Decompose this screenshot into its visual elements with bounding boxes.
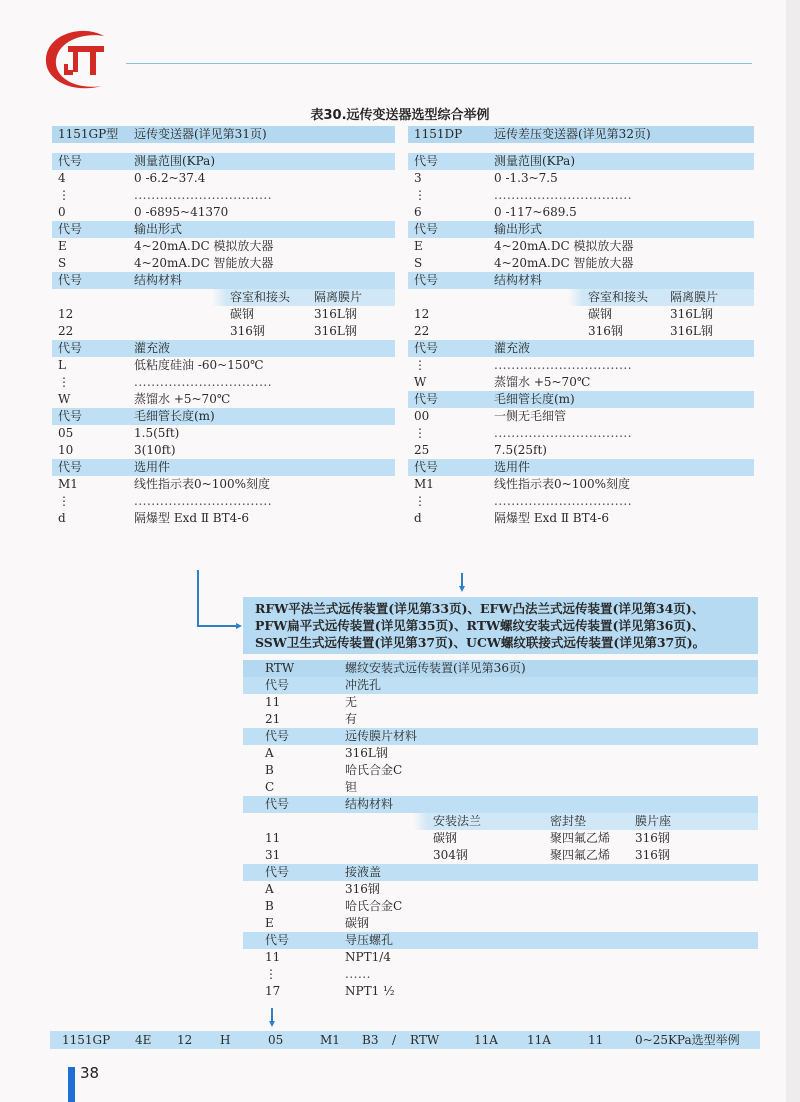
arrow-down-icon — [459, 586, 465, 592]
header-rule — [126, 63, 752, 64]
page-number: 38 — [80, 1064, 100, 1082]
table-row: W 蒸馏水 +5~70℃ — [58, 392, 231, 406]
table-row: 21 有 — [265, 712, 358, 726]
section-header: 代号 测量范围(KPa) — [408, 153, 754, 170]
table-row: 11 无 — [265, 695, 358, 709]
example-code: / — [392, 1033, 397, 1047]
table-row: 0 0 -6895~41370 — [58, 205, 229, 219]
table-row: d 隔爆型 Exd Ⅱ BT4-6 — [414, 511, 609, 525]
table-row: 25 7.5(25ft) — [414, 443, 547, 457]
selection-example-bar — [50, 1031, 760, 1049]
table-row: E 4~20mA.DC 模拟放大器 — [58, 239, 274, 253]
model-code: RTW — [265, 661, 295, 675]
table-row: 3 0 -1.3~7.5 — [414, 171, 558, 185]
connector-line-left-vertical — [197, 570, 199, 626]
table-row: B 哈氏合金C — [265, 763, 403, 777]
table-row: ⋮ ................................ — [414, 188, 633, 202]
table-row: 10 3(10ft) — [58, 443, 176, 457]
table-row: C 钽 — [265, 780, 358, 794]
example-code: M1 — [320, 1033, 340, 1047]
example-code: 0~25KPa选型举例 — [635, 1033, 740, 1047]
table-row: 6 0 -117~689.5 — [414, 205, 577, 219]
example-code: H — [220, 1033, 231, 1047]
connector-line-bottom — [271, 1008, 273, 1022]
example-code: 11 — [588, 1033, 604, 1047]
section-header: 代号 灌充液 — [52, 340, 395, 357]
table-row: ⋮ ...... — [265, 967, 371, 981]
right-column — [408, 126, 754, 527]
model-header — [408, 126, 754, 143]
table-row: 00 一侧无毛细管 — [414, 409, 567, 423]
section-header: 代号 选用件 — [52, 459, 395, 476]
model-desc: 远传差压变送器(详见第32页) — [494, 127, 651, 141]
left-column — [52, 126, 395, 527]
table-row: 12 碳钢 316L钢 — [414, 307, 713, 321]
page-marker — [68, 1067, 75, 1102]
section-header: 代号 结构材料 — [52, 272, 395, 289]
table-row: E 4~20mA.DC 模拟放大器 — [414, 239, 634, 253]
table-row: B 哈氏合金C — [265, 899, 403, 913]
section-header: 代号 选用件 — [408, 459, 754, 476]
rtw-section — [243, 660, 758, 1000]
example-code: 4E — [135, 1033, 152, 1047]
table-row: ⋮ ................................ — [414, 426, 633, 440]
table-row: 12 碳钢 316L钢 — [58, 307, 357, 321]
section-header: 代号 毛细管长度(m) — [408, 391, 754, 408]
model-desc: 远传变送器(详见第31页) — [134, 127, 267, 141]
example-code: 11A — [527, 1033, 551, 1047]
table-row: d 隔爆型 Exd Ⅱ BT4-6 — [58, 511, 249, 525]
table-row: ⋮ ................................ — [58, 494, 273, 508]
section-header: 代号 输出形式 — [52, 221, 395, 238]
table-row: ⋮ ................................ — [414, 358, 633, 372]
example-code: 12 — [177, 1033, 193, 1047]
page-edge — [786, 0, 800, 1102]
model-header — [52, 126, 395, 143]
table-row: A 316L钢 — [265, 746, 388, 760]
sub-header-row: 容室和接头 隔离膜片 — [408, 289, 754, 306]
model-desc: 螺纹安装式远传装置(详见第36页) — [345, 661, 526, 675]
table-row: ⋮ ................................ — [414, 494, 633, 508]
model-header — [243, 660, 758, 677]
table-row: 11 碳钢 聚四氟乙烯 316钢 — [265, 831, 670, 845]
table-row: E 碳钢 — [265, 916, 370, 930]
table-row: A 316钢 — [265, 882, 380, 896]
model-code: 1151DP — [414, 127, 463, 141]
section-header: 代号 接液盖 — [243, 864, 758, 881]
section-header: 代号 导压螺孔 — [243, 932, 758, 949]
remote-device-info-box: RFW平法兰式远传装置(详见第33页)、EFW凸法兰式远传装置(详见第34页)、 PFW扁平式远传装置(详见第35页)、RTW螺纹安装式远传装置(详见第36页)、 SSW卫生式远传装置(详见第37页)、UCW螺纹联接式远传装置(详见第37页)。 — [243, 597, 758, 654]
section-header: 代号 结构材料 — [408, 272, 754, 289]
section-header: 代号 结构材料 — [243, 796, 758, 813]
model-code: 1151GP型 — [58, 127, 119, 141]
example-code: 05 — [268, 1033, 284, 1047]
table-row: 22 316钢 316L钢 — [414, 324, 713, 338]
table-row: 05 1.5(5ft) — [58, 426, 180, 440]
jt-logo-icon — [42, 28, 122, 92]
table-row: ⋮ ................................ — [58, 188, 273, 202]
table-row: W 蒸馏水 +5~70℃ — [414, 375, 591, 389]
table-row: 22 316钢 316L钢 — [58, 324, 357, 338]
connector-line-left-horizontal — [197, 625, 237, 627]
section-header: 代号 灌充液 — [408, 340, 754, 357]
table-row: S 4~20mA.DC 智能放大器 — [58, 256, 274, 270]
arrow-down-icon — [269, 1021, 275, 1027]
table-row: 11 NPT1/4 — [265, 950, 391, 964]
example-code: 1151GP — [62, 1033, 111, 1047]
connector-line-right-vertical — [461, 573, 463, 587]
table-title: 表30.远传变送器选型综合举例 — [310, 108, 490, 123]
section-header: 代号 毛细管长度(m) — [52, 408, 395, 425]
table-row: M1 线性指示表0~100%刻度 — [414, 477, 630, 491]
section-header: 代号 远传膜片材料 — [243, 728, 758, 745]
section-header: 代号 冲洗孔 — [243, 677, 758, 694]
section-header: 代号 测量范围(KPa) — [52, 153, 395, 170]
arrow-right-icon — [236, 623, 242, 629]
table-row: ⋮ ................................ — [58, 375, 273, 389]
table-row: 31 304钢 聚四氟乙烯 316钢 — [265, 848, 670, 862]
table-row: L 低粘度硅油 -60~150℃ — [58, 358, 264, 372]
table-row: M1 线性指示表0~100%刻度 — [58, 477, 270, 491]
section-header: 代号 输出形式 — [408, 221, 754, 238]
example-code: 11A — [474, 1033, 498, 1047]
sub-header-row: 容室和接头 隔离膜片 — [52, 289, 395, 306]
example-code: RTW — [410, 1033, 440, 1047]
table-row: S 4~20mA.DC 智能放大器 — [414, 256, 634, 270]
example-code: B3 — [362, 1033, 379, 1047]
table-row: 4 0 -6.2~37.4 — [58, 171, 206, 185]
table-row: 17 NPT1 ½ — [265, 984, 395, 998]
sub-header-row: 安装法兰 密封垫 膜片座 — [243, 813, 758, 830]
